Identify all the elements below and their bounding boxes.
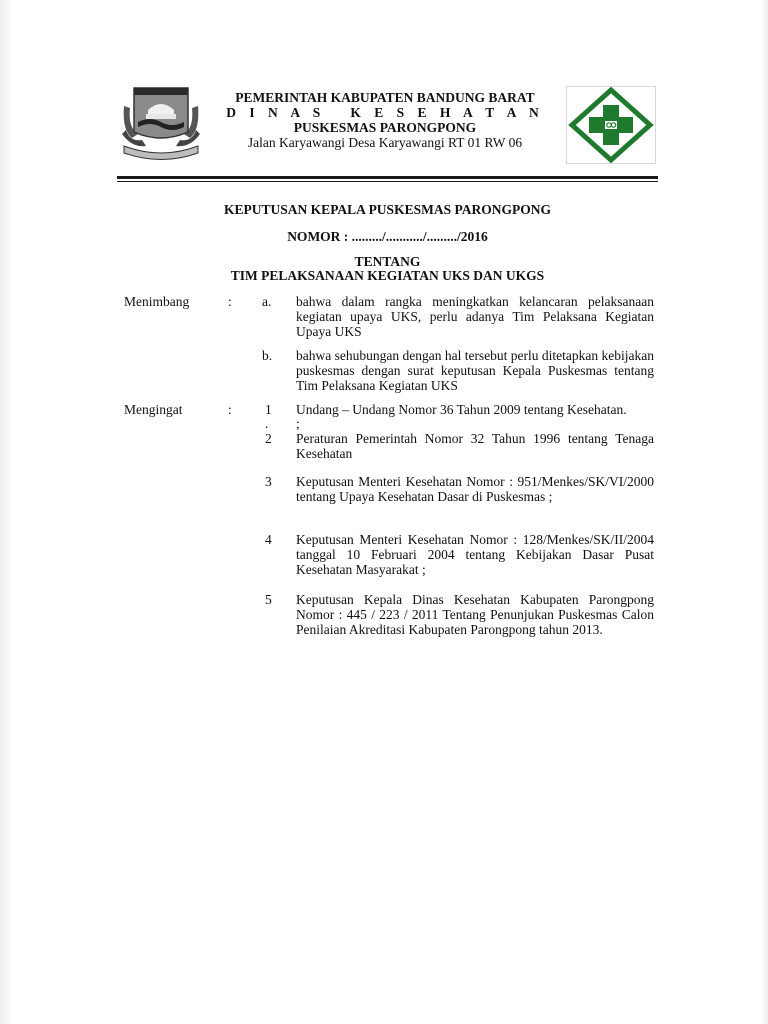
decree-about: TENTANG	[354, 254, 421, 269]
bandung-barat-regency-emblem-icon	[118, 84, 204, 160]
mengingat-item-5: Keputusan Kepala Dinas Kesehatan Kabupaten Parongpong Nomor : 445 / 223 / 2011 Tentang Penunjukan Puskesmas Calon Penilaian Akreditasi Kabupaten Parongpong tahun 2013.	[296, 592, 654, 637]
menimbang-marker-a: a.	[262, 294, 272, 309]
letterhead-thick-rule	[117, 176, 658, 179]
decree-subject: TIM PELAKSANAAN KEGIATAN UKS DAN UKGS	[230, 268, 545, 283]
page-shadow-right	[760, 0, 768, 1024]
mengingat-item-1: Undang – Undang Nomor 36 Tahun 2009 tentang Kesehatan.	[296, 402, 627, 417]
letterhead-government: PEMERINTAH KABUPATEN BANDUNG BARAT	[235, 90, 535, 105]
mengingat-label: Mengingat	[124, 402, 183, 417]
page-shadow-left	[0, 0, 14, 1024]
mengingat-item-2: Peraturan Pemerintah Nomor 32 Tahun 1996 tentang Tenaga Kesehatan	[296, 431, 654, 461]
mengingat-item-4: Keputusan Menteri Kesehatan Nomor : 128/Menkes/SK/II/2004 tanggal 10 Februari 2004 tentang Kebijakan Dasar Pusat Kesehatan Masyarakat ;	[296, 532, 654, 577]
menimbang-item-a: bahwa dalam rangka meningkatkan kelancaran pelaksanaan kegiatan upaya UKS, perlu adanya Tim Pelaksana Kegiatan Upaya UKS	[296, 294, 654, 339]
letterhead-thin-rule	[117, 181, 658, 182]
mengingat-marker-3: 3	[265, 474, 272, 489]
letterhead-address: Jalan Karyawangi Desa Karyawangi RT 01 RW 06	[247, 135, 523, 150]
mengingat-marker-1: 1	[265, 402, 272, 417]
menimbang-marker-b: b.	[262, 348, 273, 363]
menimbang-label: Menimbang	[124, 294, 190, 309]
decree-number: NOMOR : ........./.........../........./2016	[287, 229, 488, 244]
mengingat-marker-4: 4	[265, 532, 272, 547]
letterhead-office: D I N A S K E S E H A T A N	[226, 105, 544, 120]
mengingat-colon: :	[228, 402, 232, 417]
puskesmas-cross-logo-icon	[566, 86, 656, 164]
letterhead	[200, 90, 570, 150]
letterhead-puskesmas: PUSKESMAS PARONGPONG	[293, 120, 477, 135]
mengingat-item-1-semicolon: ;	[296, 416, 300, 431]
menimbang-item-b: bahwa sehubungan dengan hal tersebut perlu ditetapkan kebijakan puskesmas dengan surat keputusan Kepala Puskesmas tentang Tim Pelaksana Kegiatan UKS	[296, 348, 655, 393]
menimbang-colon: :	[228, 294, 232, 309]
decree-title: KEPUTUSAN KEPALA PUSKESMAS PARONGPONG	[224, 202, 551, 217]
mengingat-marker-2: 2	[265, 431, 272, 446]
mengingat-item-3: Keputusan Menteri Kesehatan Nomor : 951/Menkes/SK/VI/2000 tentang Upaya Kesehatan Dasar di Puskesmas ;	[296, 474, 654, 504]
mengingat-marker-1-dot: .	[265, 416, 269, 431]
mengingat-marker-5: 5	[265, 592, 272, 607]
